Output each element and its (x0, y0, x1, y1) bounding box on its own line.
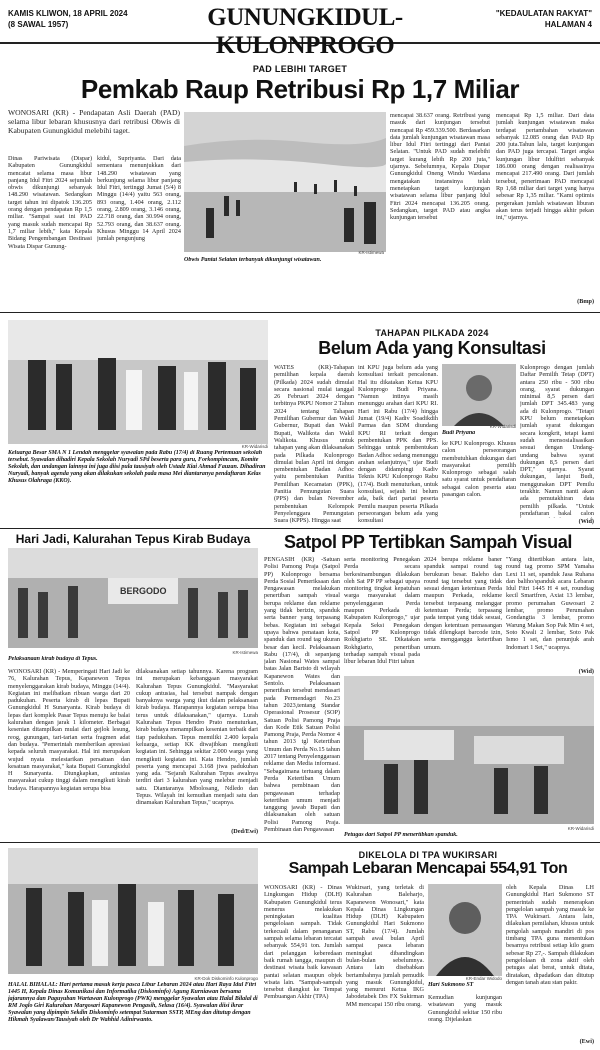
masthead-date: KAMIS KLIWON, 18 APRIL 2024 (8, 9, 128, 18)
beach-photo (184, 112, 386, 252)
story2-portrait-credit: KR-Widarisdi (489, 424, 516, 429)
story4-photo (344, 676, 594, 824)
story1-col2: kidul, Supriyanta. Dari data sementara menunjukkan dari 148.290 wisatawan yang berkunjung selama libur panjang Idul Fitri, tertinggi Jumat (5/4) 8 Minggu (14/4) yaitu 563 orang, 893 orang, 1.404 orang, 2.112 orang, 2.809 orang, 3.146 orang, 22.718 orang, dan 30.994 orang, 52.793 orang, dan 38.637 orang. Khusus Minggu 14 April 2024 jumlah pengunjung (97, 155, 181, 243)
story1-photo (184, 112, 386, 252)
story1-photo-credit: KR-Istimewa (358, 250, 384, 255)
story3-photo (8, 548, 258, 648)
story4-col3: 2024 berupa reklame baner spanduk sampai round tag berukuran besar. Baleho dan round tag tersebut yang tidak sesuai dengan ketentuan Perda maupun Perkada, reklame tersebut terpasang melanggar ketentuan Perda; terpasang pada tempat yang tidak sesuai, dengan ketentuan pemasangan tidak dilengkapi barcode izin, serta mengganggu ketertiban umum. (424, 556, 502, 651)
story3-photo-credit: KR-Istimewa (232, 650, 258, 655)
story1-headline: Pemkab Raup Retribusi Rp 1,7 Miliar (80, 74, 520, 104)
story5-photo (8, 848, 258, 974)
portrait-photo (442, 364, 516, 426)
story2-photo-caption: Keluarga Besar SMA N 1 Lendah menggelar syawalan pada Rabu (17/4) di Ruang Pertemuan sekolah tersebut. Syawalan dihadiri Kepala Sekolah Nuryadi SPd beserta para guru, Forkompimcam, Komite Sekolah, dan undangan lainnya ini juga diisi pula tausiyah oleh Ustadz Kiai Ahmad Fauzan. Dihadiran Nuryadi, banyak agenda yang akan dilakukan sekolah pada masa Mei diantaranya pendaftaran Kelas Khusus Olahraga (KKO). (8, 450, 266, 484)
story2-col2: ini KPU juga belum ada yang konsultasi terkait pencalonan. Hal itu dikatakan Ketua KPU Kulonprogo Budi Priyana. "Namun intinya masih menunggu arahan dari KPU RI. Hari ini Rabu (17/4) hingga Jumat (19/4) Kadiv Soadikdih Parmas dan SDM diundang KPU RI terkait dengan pembentukan PPK dan PPS. Sehingga untuk pembentukan Badan Adhoc sedang menunggu arahan selanjutnya," ujar Budi dengan didampingi Kadiv Teknis KPU Kulonprogo Rabu (17/4). Budi menuturkan, untuk konsultasi, sejauh ini belum ada, baik dari partai peserta Pemilu maupun peserta Pilkada perseorangan belum ada yang konsultasi (358, 364, 438, 525)
story4-headline: Satpol PP Tertibkan Sampah Visual (284, 532, 572, 552)
story4-photo-credit: KR-Widarisdi (567, 826, 594, 831)
story2-col1: WATES (KR)-Tahapan pemilihan kepala daerah (Pilkada) 2024 sudah dimulai secara nasional mulai tanggal 26 Februari 2024 dengan terbitnya PKPU Nomor 2 Tahun 2024 tentang Tahapan Pemilihan Gubernur dan Wakil Gubernur, Bupati dan Wakil Bupati, Walikota dan Wakil Walikota. Khusus untuk tahapan yang akan dilaksanakan pada Pilkada Kulonprogo dimulai bulan April ini dengan pembentukan Badan Adhoc yaitu pembentukan Panitia Pemilihan Kecamatan (PPK), Panitia Pemungutan Suara (PPS) dan bulan November pembentukan Kelompok Penyelenggara Pemungutan Suara (KPPS). Hingga saat (274, 364, 354, 525)
story5-portrait (428, 884, 502, 976)
divider (0, 528, 600, 529)
story2-photo-credit: KR-Widarisdi (241, 444, 268, 449)
divider (0, 312, 600, 313)
story3-sign: (Ded/Ewi) (231, 828, 258, 835)
story2-portrait-caption: Budi Priyana (442, 430, 476, 436)
story2-sign: (Wid) (578, 518, 594, 525)
story2-kicker: TAHAPAN PILKADA 2024 (375, 328, 489, 338)
masthead-date-block (8, 8, 128, 30)
story5-sign: (Ewi) (579, 1038, 594, 1045)
halal-bihalal-photo (8, 848, 258, 974)
story3-headline: Hari Jadi, Kalurahan Tepus Kirab Budaya (15, 532, 251, 546)
masthead-date-hijri: (8 SAWAL 1957) (8, 20, 69, 29)
masthead-page: HALAMAN 4 (544, 20, 592, 29)
story1-sign: (Bmp) (577, 298, 594, 305)
story4-col2: serta monitoring Penegakan Perda secara berkesinambungan dilakukan oleh Sat PP PP sebagai upaya monitoring tingkat kepatuhan warga masyarakat dalam penyelenggaran Perda maupun Perkada di Kabupaten Kulonprogo," ujar Kepala Seksi Penegakan Satpol PP Kulonprogo Rokhgiarto SE. Dikatakan Rokhgiarto, penertiban terhadap sampah visual pada libur lebaran Idul Fitri tahun (344, 556, 420, 666)
story4-sign: (Wid) (578, 668, 594, 675)
story5-kicker: DIKELOLA DI TPA WUKIRSARI (358, 850, 498, 860)
story5-col3: Kemudian kunjungan wisatawan yang masuk Gunungkidul sekitar 150 ribu orang. Dijelaskan (428, 994, 502, 1023)
story5-photo-credit: KR-Dok Diskominfo Kulonprogo (194, 976, 258, 981)
masthead-publisher-block (496, 8, 592, 30)
story5-photo-caption: HALAL BIHALAL: Hari pertama masuk kerja pasca Libur Lebaran 2024 atau Hari Raya Idul Fitri 1445 H, Kepala Dinas Komunikasi dan Informatika (Diskominfo) Agung Kurniawan bersama jajarannya dan Paguyuban Wartawan Kulonprogo (PWK) menggelar Syawalan atau Halal Bilalal di RM Joglo Giri Kalurahan Margosari Kapanewon Pengasih, Selasa (16/4). Syawalan diisi ikrar Syawalan yang dipimpin Sekdin Diskominfo setempat Sutarman SSTP, MEng dan ditutup dengan Hikmah Syalawan/Tausiyah oleh Dr Wahhid Adinirwanto. (8, 982, 258, 1023)
portrait-photo (428, 884, 502, 976)
kirab-photo (8, 548, 258, 648)
story3-photo-caption: Pelaksanaan kirab budaya di Tepus. (8, 656, 98, 662)
story2-col3: ke KPU Kulonprogo. Khusus calon perseorangan membutuhkan dukungan dari masyarakat pemilih Kulonprogo sebagai salah satu syarat untuk pendaftaran sebagai calon peserta atau pasangan calon. (442, 440, 516, 499)
story2-photo (8, 320, 268, 444)
story3-col1: WONOSARI (KR) - Memperingati Hari Jadi ke 76, Kalurahan Tepus, Kapanewon Tepus menyelenggarakan kirab budaya, Minggu (14/4). Kegiatan ini melibatkan ribuan warga dari 20 padukuhan. Peserta kirab di lepas Bupati Gunungkidul H Sunaryanta. Kirab budaya di lepas dari komplek Pasar Tepus menuju ke balai kalurahan dengan jarak 1 kilometer. Berbagai kesenian ditampilkan mulai dari gejlok lesung, reog, gunungan, tari-tarian serta fragmen adat dan budaya. "Pemerintah memberikan apresiasi kepada seluruh masyarakat. Hal ini merupakan wujud nyata melestarikan persatuan dan kesatuan masyarakat," kata Bupati Gunungkidul H Sunaryanta. Diungkapkan, antusias masyarakat cukup tinggi dalam mengikuti kirab budaya. Harapannya kegiatan serupa bisa (8, 668, 130, 792)
divider (0, 842, 600, 843)
masthead-title: GUNUNGKIDUL-KULONPROGO (207, 4, 403, 59)
story1-col1: Dinas Pariwisata (Dispar) Kabupaten Gunungkidul mencatat selama masa libur panjang Idul Fitri 2024 sejumlah obwis dikunjungi sebanyak 148.290 wisatawan. Sedangkan target tahun ini dipatok 136.205 orang dengan pendapatan Rp 1,5 miliar. "Sampai saat ini PAD yang masuk sudah mencapai Rp 1,7 miliar lebih," kata Kepala Bidang Pengembangan Destinasi Wisata Dispar Gunung- (8, 155, 92, 250)
story5-portrait-caption: Hari Sukmono ST (428, 982, 474, 988)
story2-portrait (442, 364, 516, 426)
story2-headline: Belum Ada yang Konsultasi (318, 338, 546, 358)
story3-banner-text: BERGODO (120, 586, 167, 596)
story1-photo-caption: Obwis Pantai Selatan terbanyak dikunjungi wisatawan. (184, 257, 322, 263)
story5-col2: Wukirsari, yang terletak di Kalurahan Baleharjo, Kapanewon Wonosari," kata Kepala Dinas Lingkungan Hidup (DLH) Kabupaten Gunungkidul Hari Sukmono ST, Rabu (17/4). Jumlah sampah awal bulan April sampai pasca lebaran meningkat dibandingkan bulan-bulan sebelumnya. Antara lain disebabkan bertambahnya jumlah pemudik yang masuk Gunungkidul, yang menurut Ketua IKG Jabodetabek Drs FX Sukirman MM mencapai 150 ribu orang. (346, 884, 424, 1008)
story1-kicker: PAD LEBIHI TARGET (252, 64, 348, 74)
story4-col1: PENGASIH (KR) -Satuan Polisi Pamong Praja (Satpol PP) Kulonprogo bersama Perda Sosial Pemeriksaan dan Pengawasan melakukan penertiban sampah visual berupa reklame dan reklame yang tidak berizin, spanduk serta banner yang terpasang bebas. Kegiatan ini sebagai upaya bahwa penataan kota, spanduk dan round tag ukuran besar dan kecil. Pelaksanaan Rabu (17/4), di sepanjang jalan Nasional Wates sampai batas Jalan Baristo di wilayah Kapanewon Wates dan Sentolo. Pelaksanaan penertiban tersebut mendasari pada Permendagri No.23 tahun 2023,tentang Standar Operasional Prosesur (SOP) Satuan Polisi Pamong Praja dan Kode Etik Satuan Polisi Pamong Praja, Perda Nomor 4 tahun 2013 tgl Ketertiban Umum dan Perda No.15 tahun 2017 tentang Penyelenggaraan reklame dan Media informasi. "Sebagaimana tertuang dalam Perda Ketertiban Umum bahwa pembinaan dan pengawasan terhadap ketertiban umum menjadi tanggung jawab Bupati dan dilaksanakan oleh satuan Polisi Pamong Praja. Pembinaan dan Pengawasan (264, 556, 340, 833)
syawalan-photo (8, 320, 268, 444)
masthead-publisher: "KEDAULATAN RAKYAT" (495, 9, 592, 18)
story4-photo-caption: Petugas dari Satpol PP menertibkan spanduk. (344, 832, 458, 838)
satpol-photo (344, 676, 594, 824)
story1-col3: mencapai 38.637 orang. Retribusi yang masuk dari kunjungan tersebut mencapai Rp 459.339.500. Berdasarkan data jumlah kunjungan wisatawan masa libur Idul Fitri tertinggi dari Pantai Selatan. "Untuk PAD sudah melebihi target kurang lebih Rp 200 juta," ujarnya. Sebelumnya, Kepala Dispar Gunungkidul Oneng Windu Wardana mengatakan instansinya telah menetapkan target kunjungan wisatawan selama libur panjang Idul Fitri 2024 mencapai 136.205 orang. Sedangkan, target PAD atau angka kunjungan tersebut (390, 112, 490, 222)
story5-headline: Sampah Lebaran Mencapai 554,91 Ton (288, 860, 568, 877)
story1-lead: WONOSARI (KR) - Pendapatan Asli Daerah (PAD) selama libur lebaran khususnya dari retribusi Obwis di Kabupaten Gunungkidul melebihi taget. (8, 108, 180, 136)
story4-col4: "Yang ditertibkan antara lain, round tag promo SPM Yamaha Lexi 11 set, spanduk Jasa Ruhana dan baliho/spanduk acara Lebaran Idul Fitri 1445 H 4 set, roundtag kecil Smartfren, Axiat 13 lembar, promo perumahan Guwosari 2 lembar, promo Perumahan Gondangtia 3 lembar, promo Warung Makan Sop Pak Min 4 set, Soto Kwali 2 lembar, Soto Pak Ismo 1 set, dan penunjuk arah Indomart 1 Set," ucapnya. (506, 556, 594, 651)
masthead (0, 0, 600, 59)
story5-col4: oleh Kepala Dinas LH Gunungkidul Hari Sukmono ST pemerintah sudah menerapkan pengelolan sampah yang masuk ke TPA Wukirsari. Antara lain, dilakukan pemilahan, khusus untuk pengolah sampah mandiri di pos timbang TPA guna menentukan besarnya retribusi setiap kilo gram sebesar Rp 27,-. Sampah dilakukan pengelolaan di zona aktif oleh petugas alat berat, untuk ditata, diratakan, dipadatkan dan ditutup dengan tanah atau stan pakir. (506, 884, 594, 986)
story5-col1: WONOSARI (KR) - Dinas Lingkungan Hidup (DLH) Kabupaten Gunungkidul terus menerus melakukan peningkatan kualitas pengelolaan sampah. Tidak terkecuali dalam penanganan sampah selama lebaran tercatat sebanyak 554,91 ton. Jumlah dari pelanggan keberedaan baik rumah tangga, maupun di destinasi wisata baik kawasan pantai selatan maupun objek wisata lain. "Sampah-sampah tersebut diangkut ke Tempat Pembuangan Akhir (TPA) (264, 884, 342, 1001)
story3-col2: dilaksanakan setiap tahunnya. Karena program ini merupakan kebanggaan masyarakat Kalurahan Tepus Gunungkidul. "Masyarakat cukup antusias, hal tersebut nampak dengan banyaknya warga yang ikut dalam pelaksanaan kirab budaya. Harapannya kegiatan serupa bisa terus untuk dilaksanakan," ujarnya. Lurah Kalurahan Tepus Hendro Prato menuturkan, kirab budaya menampilkan kesenian terbaik dari tiap padukuhan. Tepus memiliki 2.400 kepala keluarga, setiap KK diwajibkan mengikuti kegiatan ini. Sehingga sekitar 2.000 warga yang mengikuti kegiatan ini. Kata Hendro, jumlah peserta yang mencapai 3.168 jiwa padukuhan yang ada. "Sejarah Kalurahan Tepus awalnya terdiri dari 3 kalurahan yang melebur menjadi satu. Diantaranya Mbolosang, Ndledo dan Tepus. Wilayah ini kemudian menjadi satu dan dinamakan Kalurahan Tepus," ucapnya. (136, 668, 258, 807)
story1-col4: mencapai Rp 1,5 miliar. Dari data jumlah kunjungan wisatawan maka terdapat pertambahan wisatawan sebanyak 12.085 orang dan PAD Rp 200 juta.Tahun lalu, target kunjungan dan PAD juga tercapai. Target angka kunjungan libur Idulfitri sebanyak 186.000 orang dengan realisasinya mencapai 217.490 orang. Dari jumlah tersebut, penerimaan PAD mencapai Rp 1,68 miliar dari target yang hanya sebesar Rp 1,35 miliar. "Kami optimis pergerakan jumlah wisatawan liburan akan terus terjadi hingga akhir pekan ini," ujarnya. (496, 112, 594, 222)
story5-portrait-credit: KR-Endar Widodo (465, 976, 502, 981)
story2-col4: Kulonprogo dengan jumlah Daftar Pemilih Tetap (DPT) antara 250 ribu - 500 ribu orang, syarat dukungan minimal 8,5 persen dari jumlah DPT 345.483 yang ada di Kulonprogo. "Tetapi KPU belum menetapkan jumlah syarat dukungan secara kongkrit, tetapi kami sudah mensosialisasikan sesuai dengan Undang-undang bahwa syarat dukungan 8,5 persen dari DPT," ujarnya. Syarat dukungan, lanjut Budi, menggunakan DPT Pemilu terakhir. Namun nanti akan ada pemutakhiran data pemilih pilkada. "Untuk pendaftaran bakal calon (520, 364, 594, 517)
